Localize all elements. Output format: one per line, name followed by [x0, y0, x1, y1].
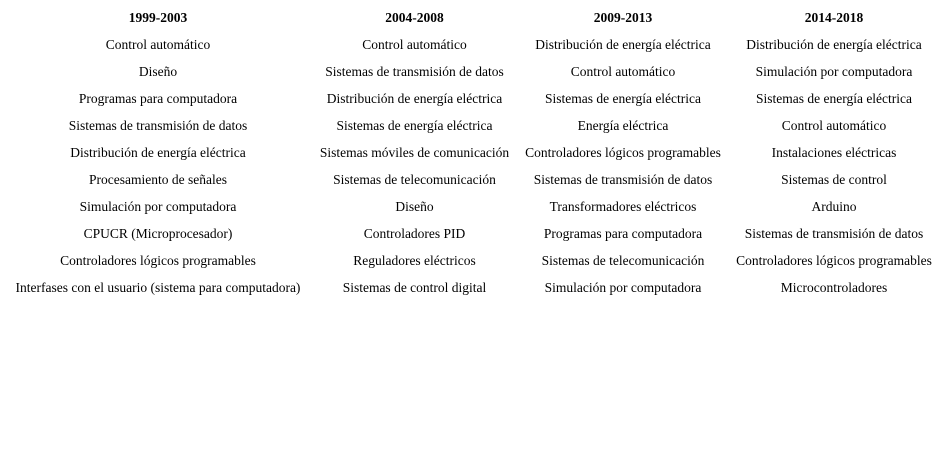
table-cell: Sistemas de control — [781, 172, 887, 187]
table-cell: Microcontroladores — [780, 280, 888, 295]
table-cell: Sistemas de energía eléctrica — [755, 91, 913, 106]
table-cell: Sistemas de telecomunicación — [333, 172, 496, 187]
table-cell: Sistemas móviles de comunicación — [319, 145, 510, 160]
table-cell: Distribución de energía eléctrica — [70, 145, 246, 160]
header-period-1999-2003: 1999-2003 — [128, 10, 188, 25]
table-row — [4, 220, 939, 247]
table-cell: Diseño — [138, 64, 178, 79]
header-period-2009-2013: 2009-2013 — [593, 10, 653, 25]
table-cell: Controladores lógicos programables — [736, 253, 932, 268]
table-cell: Programas para computadora — [78, 91, 238, 106]
table-row — [4, 139, 939, 166]
table-cell: Sistemas de transmisión de datos — [533, 172, 713, 187]
table-cell: Distribución de energía eléctrica — [326, 91, 503, 106]
table-cell: Procesamiento de señales — [89, 172, 227, 187]
table-cell: Arduino — [811, 199, 857, 214]
table-row — [4, 112, 939, 139]
header-row — [4, 4, 939, 31]
table-row — [4, 85, 939, 112]
table-cell: Sistemas de control digital — [342, 280, 487, 295]
table-cell: Simulación por computadora — [544, 280, 702, 295]
table-cell: Control automático — [781, 118, 887, 133]
table-row — [4, 58, 939, 85]
table-cell: Control automático — [362, 37, 467, 52]
table-cell: Sistemas de telecomunicación — [541, 253, 705, 268]
table-row — [4, 193, 939, 220]
header-period-2014-2018: 2014-2018 — [804, 10, 864, 25]
table-cell: Sistemas de energía eléctrica — [544, 91, 702, 106]
table-row — [4, 166, 939, 193]
table-cell: Programas para computadora — [543, 226, 703, 241]
header-period-2004-2008: 2004-2008 — [385, 10, 444, 25]
table-cell: Energía eléctrica — [577, 118, 669, 133]
table-cell: Distribución de energía eléctrica — [746, 37, 922, 52]
table-cell: Sistemas de energía eléctrica — [336, 118, 493, 133]
table-cell: Controladores PID — [363, 226, 466, 241]
table-row — [4, 31, 939, 58]
table-cell: Sistemas de transmisión de datos — [68, 118, 248, 133]
table-cell: Control automático — [105, 37, 211, 52]
table-cell: CPUCR (Microprocesador) — [83, 226, 233, 241]
table-cell: Reguladores eléctricos — [353, 253, 476, 268]
table-cell: Sistemas de transmisión de datos — [744, 226, 924, 241]
table-cell: Instalaciones eléctricas — [771, 145, 897, 160]
table-cell: Simulación por computadora — [79, 199, 237, 214]
table-row — [4, 274, 939, 301]
table-row — [4, 247, 939, 274]
table-cell: Controladores lógicos programables — [525, 145, 721, 160]
table-cell: Simulación por computadora — [755, 64, 913, 79]
table-cell: Interfases con el usuario (sistema para computadora) — [15, 280, 301, 295]
table-cell: Control automático — [570, 64, 676, 79]
table-cell: Distribución de energía eléctrica — [535, 37, 711, 52]
table-cell: Controladores lógicos programables — [60, 253, 256, 268]
table-cell: Sistemas de transmisión de datos — [325, 64, 504, 79]
topics-by-period-table — [4, 4, 939, 301]
topics-table-container — [4, 4, 939, 301]
table-cell: Diseño — [395, 199, 434, 214]
table-cell: Transformadores eléctricos — [549, 199, 697, 214]
